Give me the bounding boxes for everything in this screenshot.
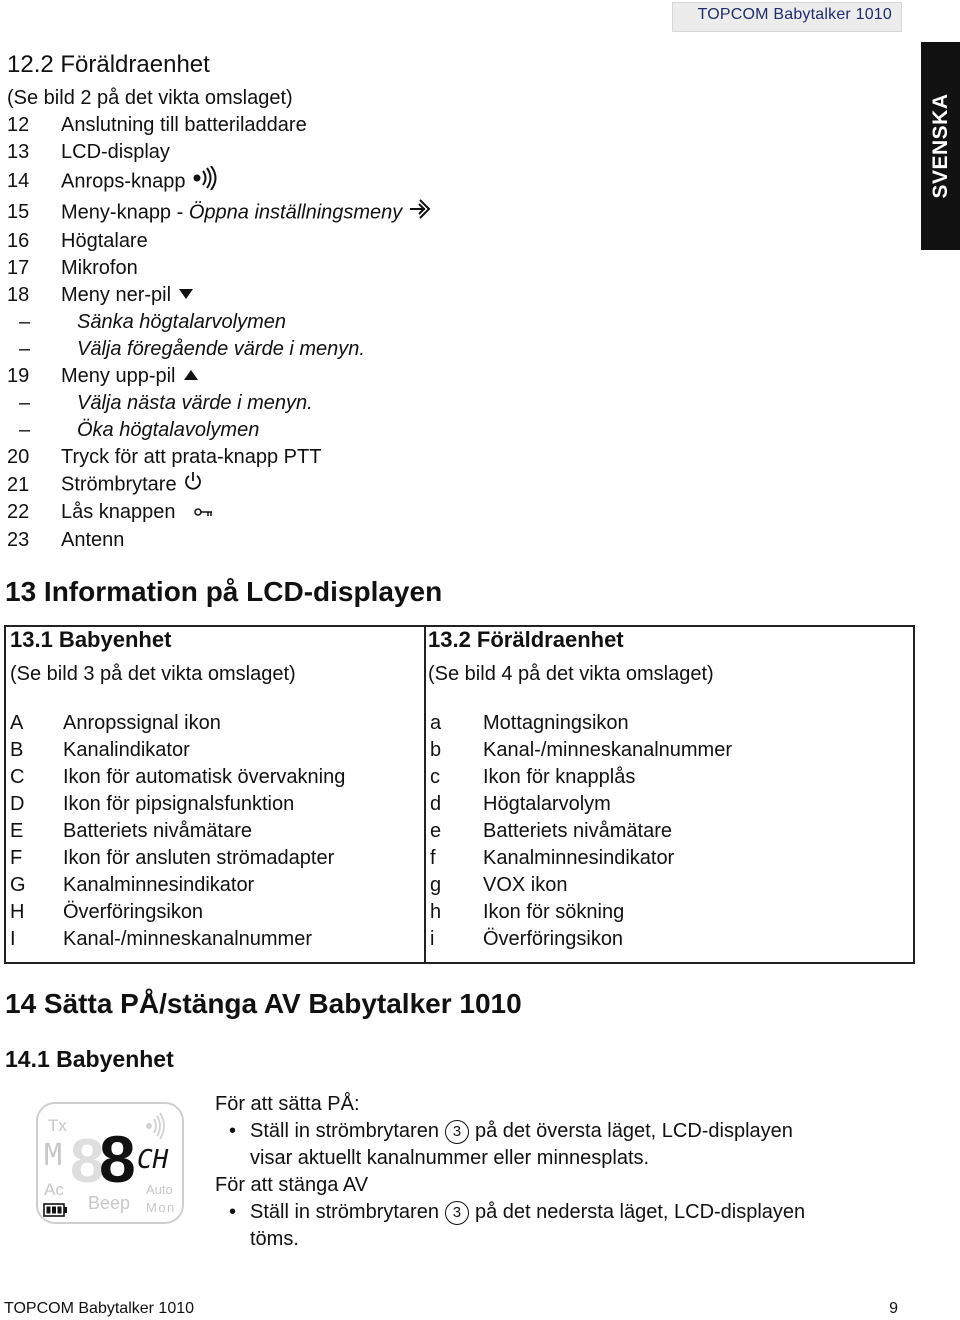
arrow-up-icon bbox=[182, 363, 200, 390]
lcd-m-text: M bbox=[44, 1138, 63, 1173]
list-subitem: – Välja föregående värde i menyn. bbox=[19, 338, 365, 361]
table-row: a Mottagningsikon bbox=[430, 712, 629, 734]
language-tab-label: SVENSKA bbox=[928, 93, 952, 199]
list-subitem: – Öka högtalavolymen bbox=[19, 419, 260, 442]
foraldraenhet-title: 13.2 Föräldraenhet bbox=[428, 627, 624, 652]
list-item: 18 Meny ner-pil bbox=[7, 282, 432, 309]
babyenhet-list bbox=[6, 710, 424, 953]
table-row: e Batteriets nivåmätare bbox=[430, 820, 672, 842]
page-number: 9 bbox=[889, 1300, 898, 1317]
key-lock-icon bbox=[194, 500, 214, 527]
power-off-step-cont: töms. bbox=[250, 1228, 299, 1250]
switch-ref-badge: 3 bbox=[445, 1120, 469, 1144]
lcd-auto-text: Auto bbox=[146, 1182, 173, 1197]
babyenhet-column bbox=[5, 626, 425, 963]
table-row: A Anropssignal ikon bbox=[10, 712, 221, 734]
section-12-2-list bbox=[7, 85, 432, 554]
table-row: G Kanalminnesindikator bbox=[10, 874, 255, 896]
babyenhet-note: (Se bild 3 på det vikta omslaget) bbox=[10, 663, 296, 685]
arrow-down-icon bbox=[177, 282, 195, 309]
list-item: 21 Strömbrytare bbox=[7, 471, 432, 499]
table-row: h Ikon för sökning bbox=[430, 901, 625, 923]
power-on-step-cont: visar aktuellt kanalnummer eller minnesplats. bbox=[250, 1147, 650, 1169]
foraldraenhet-column bbox=[425, 626, 914, 963]
menu-enter-icon bbox=[408, 198, 432, 228]
table-row: i Överföringsikon bbox=[430, 928, 624, 950]
table-row: E Batteriets nivåmätare bbox=[10, 820, 252, 842]
list-item: 15 Meny-knapp - Öppna inställningsmeny bbox=[7, 198, 432, 228]
babyenhet-title: 13.1 Babyenhet bbox=[10, 627, 172, 652]
lcd-info-table bbox=[4, 625, 915, 964]
list-item: 19 Meny upp-pil bbox=[7, 363, 432, 390]
power-off-heading: För att stänga AV bbox=[215, 1174, 369, 1196]
lcd-ac-text: Ac bbox=[44, 1180, 64, 1199]
section-14-1-title: 14.1 Babyenhet bbox=[5, 1046, 174, 1072]
table-row: I Kanal-/minneskanalnummer bbox=[10, 928, 313, 950]
list-subitem: – Välja nästa värde i menyn. bbox=[19, 392, 313, 415]
power-on-step: • Ställ in strömbrytaren 3 på det översta läget, LCD-displayen bbox=[228, 1120, 793, 1142]
power-instructions bbox=[215, 1091, 805, 1253]
table-row: B Kanalindikator bbox=[10, 739, 190, 761]
list-item: 16 Högtalare bbox=[7, 230, 148, 252]
power-off-step: • Ställ in strömbrytaren 3 på det nedersta läget, LCD-displayen bbox=[228, 1201, 806, 1223]
table-row: b Kanal-/minneskanalnummer bbox=[430, 739, 733, 761]
foraldraenhet-note: (Se bild 4 på det vikta omslaget) bbox=[428, 663, 714, 685]
list-item: 12 Anslutning till batteriladdare bbox=[7, 114, 307, 136]
footer-title: TOPCOM Babytalker 1010 bbox=[4, 1300, 195, 1317]
lcd-ch-text: CH bbox=[137, 1145, 169, 1175]
section-13-title: 13 Information på LCD-displayen bbox=[5, 576, 443, 607]
table-row: H Överföringsikon bbox=[10, 901, 204, 923]
list-item: 23 Antenn bbox=[7, 528, 125, 551]
page-header-title: TOPCOM Babytalker 1010 bbox=[697, 6, 892, 23]
table-row: F Ikon för ansluten strömadapter bbox=[10, 847, 335, 869]
lcd-tx-text: Tx bbox=[48, 1116, 67, 1135]
lcd-ghost-digit: 8 bbox=[70, 1127, 105, 1196]
call-signal-icon bbox=[192, 166, 220, 198]
lcd-digit: 8 bbox=[99, 1122, 136, 1196]
list-item: 22 Lås knappen bbox=[7, 499, 432, 526]
list-subitem: – Sänka högtalarvolymen bbox=[19, 311, 287, 334]
switch-ref-badge: 3 bbox=[445, 1201, 469, 1225]
foraldraenhet-list bbox=[426, 710, 913, 953]
baby-unit-lcd-image bbox=[36, 1102, 184, 1224]
lcd-beep-text: Beep bbox=[88, 1193, 131, 1213]
table-row: g VOX ikon bbox=[430, 874, 568, 896]
table-row: c Ikon för knapplås bbox=[430, 766, 636, 788]
list-item: 13 LCD-display bbox=[7, 141, 170, 163]
table-row: C Ikon för automatisk övervakning bbox=[10, 766, 346, 788]
section-12-2-title: 12.2 Föräldraenhet bbox=[7, 51, 210, 78]
power-icon bbox=[183, 471, 203, 499]
lcd-mon-text: Mon bbox=[146, 1200, 176, 1215]
language-tab bbox=[921, 42, 960, 250]
list-item: 17 Mikrofon bbox=[7, 257, 138, 279]
list-item: 20 Tryck för att prata-knapp PTT bbox=[7, 446, 322, 469]
table-row: D Ikon för pipsignalsfunktion bbox=[10, 793, 295, 815]
section-14-title: 14 Sätta PÅ/stänga AV Babytalker 1010 bbox=[5, 988, 522, 1019]
table-row: f Kanalminnesindikator bbox=[430, 847, 675, 869]
list-item: 14 Anrops-knapp bbox=[7, 166, 432, 198]
section-12-2-note: (Se bild 2 på det vikta omslaget) bbox=[7, 87, 293, 109]
table-row: d Högtalarvolym bbox=[430, 793, 611, 815]
power-on-heading: För att sätta PÅ: bbox=[215, 1093, 360, 1115]
